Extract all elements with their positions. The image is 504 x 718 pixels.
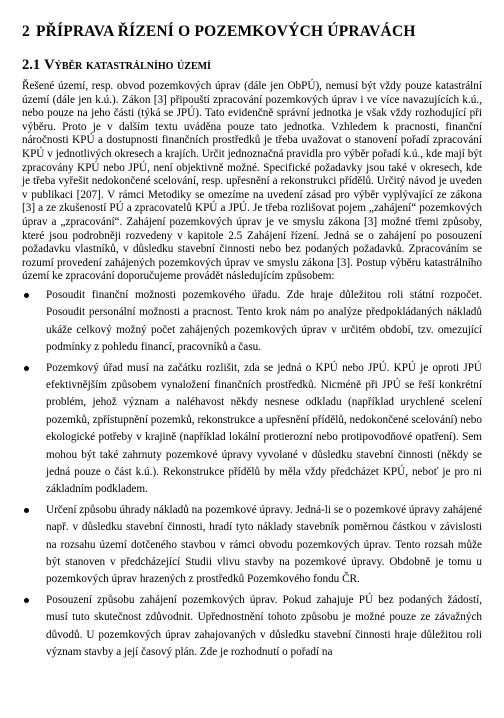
list-item (22, 360, 482, 499)
list-item (22, 287, 482, 357)
chapter-number: 2 (22, 23, 30, 40)
list-item-text: Posouzení způsobu zahájení pozemkových úprav. Pokud zahajuje PÚ bez podaných žádostí, musí tuto skutečnost zdůvodnit. Upřednostnění tohoto způsobu je možné pouze ze závažných důvodů. U pozemkových úprav zahajovaných v důsledku stavební činnosti hraje důležitou roli význam stavby a její časový plán. Zde je rozhodnutí o pořadí na (46, 593, 482, 659)
list-item (22, 502, 482, 589)
section-title: Výběr katastrálního území (44, 57, 211, 73)
bullet-dot-icon (24, 508, 29, 513)
bullet-list (22, 287, 482, 662)
intro-paragraph: Řešené území, resp. obvod pozemkových úprav (dále jen ObPÚ), nemusí být vždy pouze katastrální území (dále jen k.ú.). Zákon [3] připouští zpracování pozemkových úprav i ve více navazujících k.ú., nebo pouze na jeho části (týká se JPÚ). Tato evidenčně správní jednotka je však vždy rozhodující při výběru. Proto je v dalším textu uváděna pouze tato jednotka. Vzhledem k pracnosti, finanční náročnosti KPÚ a dostupnosti finančních prostředků je třeba uvažovat o stanovení pořadí zpracování KPÚ v jednotlivých okresech a krajích. Určit jednoznačná pravidla pro výběr pořadí k.ú., kde mají být zpracovány KPÚ nebo JPÚ, není objektivně možné. Specifické požadavky jsou také v okresech, kde je třeba vyřešit nedokončené scelování, resp. upřesnění a rekonstrukci přídělů. Určitý návod je uveden v publikaci [207]. V rámci Metodiky se omezíme na uvedení zásad pro výběr vyplývající ze zákona [3] a ze zkušeností PÚ a zpracovatelů KPÚ a JPÚ. Je třeba rozlišovat pojem „zahájení“ pozemkových úprav a „zpracování“. Zahájení pozemkových úprav je ve smyslu zákona [3] možné třemi způsoby, které jsou podrobněji rozvedeny v kapitole 2.5 Zahájení řízení. Jedná se o zahájení po posouzení požadavku vlastníků, v důsledku stavební činnosti nebo bez podaných požadavků. Zpracováním se rozumí provedení zahájených pozemkových úprav ve smyslu zákona [3]. Postup výběru katastrálního území ke zpracování doporučujeme provádět následujícím způsobem: (22, 80, 482, 283)
chapter-heading (22, 0, 482, 42)
list-item-text: Určení způsobu úhrady nákladů na pozemkové úpravy. Jedná-li se o pozemkové úpravy zahájené např. v důsledku stavební činnosti, hradí tyto náklady stavebník poměrnou částkou v závislosti na rozsahu území dotčeného stavbou v rámci obvodu pozemkových úprav. Tento rozsah může být stanoven v předcházející Studii vlivu stavby na pozemkové úpravy. Obdobně je tomu u pozemkových úprav hrazených z prostředků Pozemkového fondu ČR. (46, 503, 482, 586)
chapter-title: PŘÍPRAVA ŘÍZENÍ O POZEMKOVÝCH ÚPRAVÁCH (35, 23, 416, 40)
bullet-dot-icon (24, 366, 29, 371)
list-item (22, 592, 482, 662)
section-heading (22, 56, 482, 74)
bullet-dot-icon (24, 598, 29, 603)
section-number: 2.1 (22, 57, 41, 73)
list-item-text: Posoudit finanční možnosti pozemkového úřadu. Zde hraje důležitou roli státní rozpočet. Posoudit personální možnosti a pracnost. Tento krok nám po analýze předpokládaných nákladů ukáže celkový možný počet zahájených pozemkových úprav v určitém období, tzv. omezující podmínky z pohledu financí, pracovníků a času. (46, 288, 482, 354)
bullet-dot-icon (24, 293, 29, 298)
list-item-text: Pozemkový úřad musí na začátku rozlišit, zda se jedná o KPÚ nebo JPÚ. KPÚ je oproti JPÚ efektivnějším způsobem vynaložení finančních prostředků. Nicméně při JPÚ se řeší konkrétní problém, jehož význam a naléhavost někdy nesnese odkladu (například urychlené scelení pozemků, zpřístupnění pozemků, rekonstrukce a upřesnění přídělů, nedokončené scelování) nebo ekologické potřeby v krajině (například lokální protierozní nebo protipovodňové opatření). Sem mohou být také zahrnuty pozemkové úpravy vyvolané v důsledku stavební činnosti (někdy se jedná pouze o část k.ú.). Rekonstrukce přídělů by měla vždy předcházet KPÚ, neboť je pro ni základním podkladem. (46, 361, 482, 496)
